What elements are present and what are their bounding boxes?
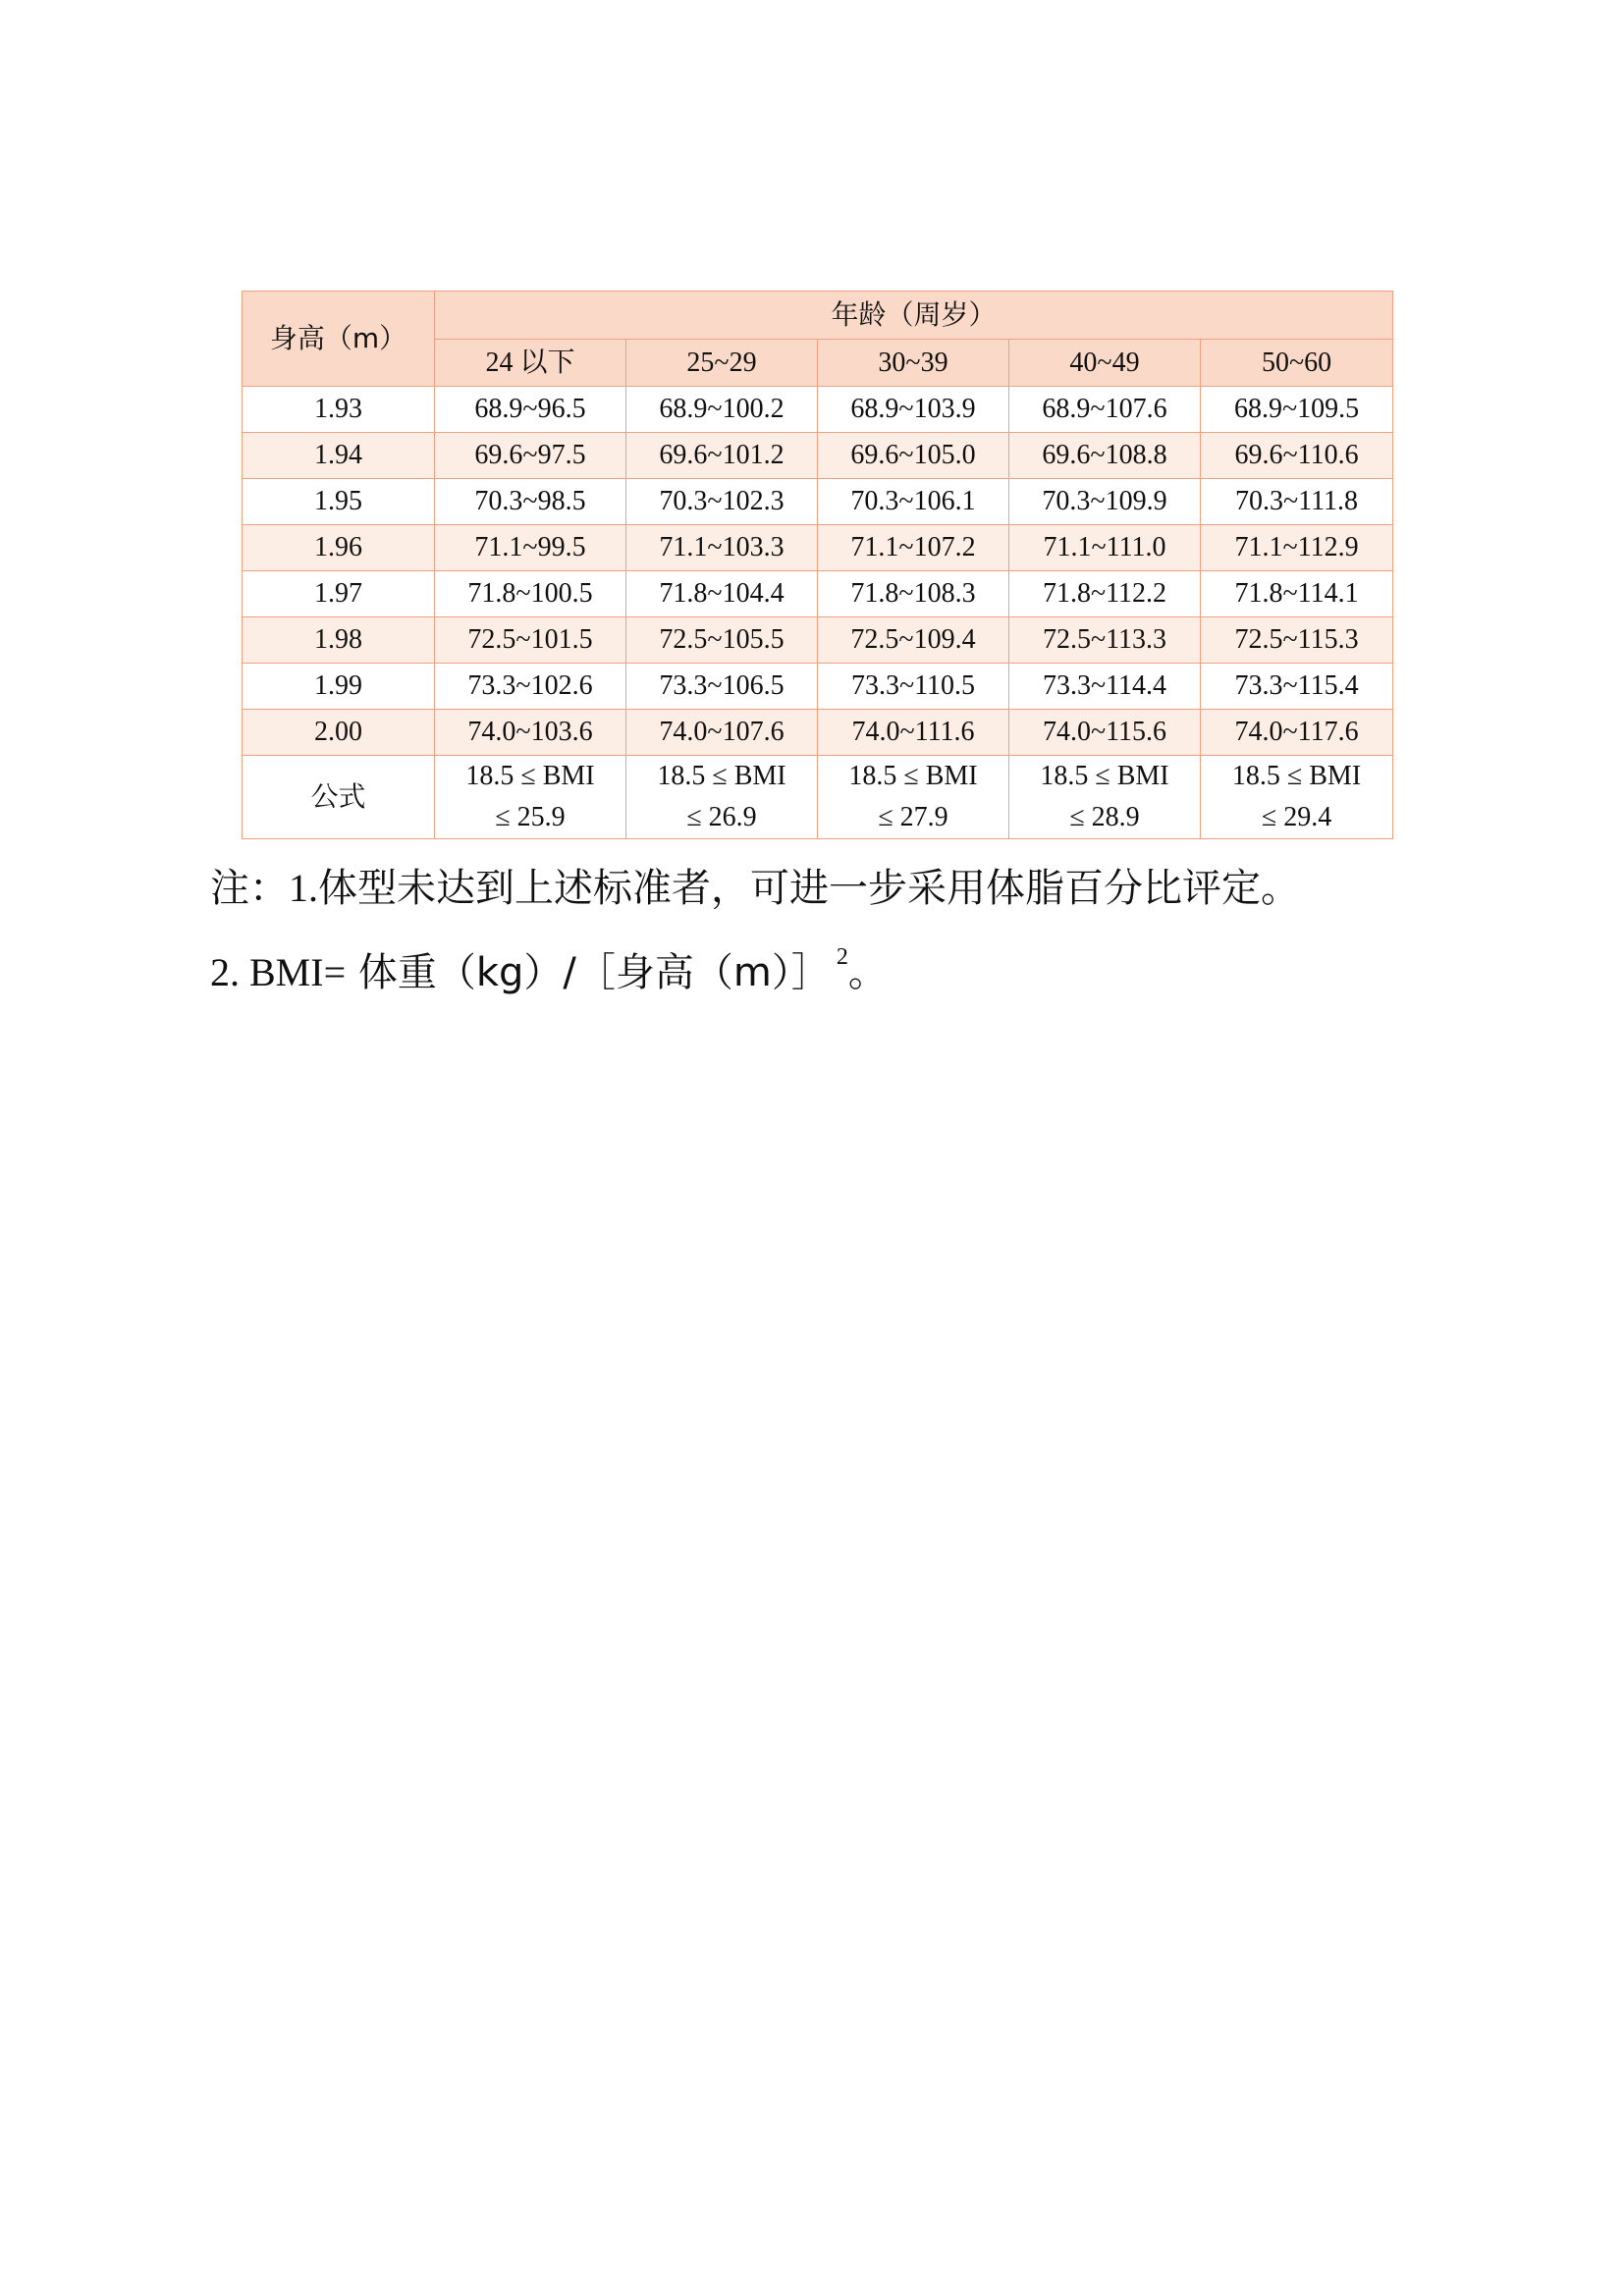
weight-range-cell: 69.6~110.6 — [1201, 433, 1393, 479]
weight-range-cell: 70.3~106.1 — [818, 479, 1009, 525]
table-row — [243, 387, 1393, 433]
bmi-standard-table — [242, 291, 1393, 839]
weight-range-cell: 73.3~106.5 — [626, 664, 818, 710]
weight-range-cell: 72.5~101.5 — [435, 617, 626, 664]
table-row — [243, 433, 1393, 479]
formula-line-2: ≤ 28.9 — [1069, 802, 1140, 832]
height-cell: 1.95 — [243, 479, 435, 525]
weight-range-cell: 73.3~114.4 — [1009, 664, 1201, 710]
weight-range-cell: 71.1~103.3 — [626, 525, 818, 571]
weight-range-cell: 72.5~113.3 — [1009, 617, 1201, 664]
weight-range-cell: 69.6~97.5 — [435, 433, 626, 479]
weight-range-cell: 70.3~98.5 — [435, 479, 626, 525]
age-group-label: 24 以下 — [435, 340, 626, 387]
notes-section — [210, 854, 1487, 1007]
weight-range-cell: 68.9~103.9 — [818, 387, 1009, 433]
formula-cell — [626, 756, 818, 839]
table-row — [243, 571, 1393, 617]
weight-range-cell: 71.8~112.2 — [1009, 571, 1201, 617]
weight-range-cell: 71.1~112.9 — [1201, 525, 1393, 571]
formula-line-2: ≤ 26.9 — [686, 802, 757, 832]
weight-range-cell: 74.0~117.6 — [1201, 710, 1393, 756]
table-row — [243, 664, 1393, 710]
weight-range-cell: 71.1~107.2 — [818, 525, 1009, 571]
weight-range-cell: 74.0~111.6 — [818, 710, 1009, 756]
height-cell: 2.00 — [243, 710, 435, 756]
formula-label: 公式 — [243, 756, 435, 839]
weight-range-cell: 70.3~102.3 — [626, 479, 818, 525]
note-2 — [210, 923, 1487, 1007]
formula-row — [243, 756, 1393, 839]
table-row — [243, 617, 1393, 664]
height-cell: 1.93 — [243, 387, 435, 433]
weight-range-cell: 72.5~109.4 — [818, 617, 1009, 664]
weight-range-cell: 71.8~104.4 — [626, 571, 818, 617]
formula-cell — [1201, 756, 1393, 839]
weight-range-cell: 71.8~108.3 — [818, 571, 1009, 617]
formula-cell — [818, 756, 1009, 839]
formula-line-1: 18.5 ≤ BMI — [1040, 761, 1169, 791]
height-cell: 1.97 — [243, 571, 435, 617]
table-row — [243, 479, 1393, 525]
table-row — [243, 525, 1393, 571]
formula-line-1: 18.5 ≤ BMI — [465, 761, 595, 791]
age-group-header: 年龄（周岁） — [435, 292, 1393, 340]
weight-range-cell: 70.3~109.9 — [1009, 479, 1201, 525]
formula-line-1: 18.5 ≤ BMI — [848, 761, 978, 791]
note-end: 。 — [847, 950, 888, 995]
age-group-label: 50~60 — [1201, 340, 1393, 387]
formula-line-2: ≤ 25.9 — [495, 802, 566, 832]
age-group-label: 25~29 — [626, 340, 818, 387]
formula-line-1: 18.5 ≤ BMI — [1231, 761, 1362, 791]
age-group-label: 30~39 — [818, 340, 1009, 387]
formula-cell — [1009, 756, 1201, 839]
weight-range-cell: 68.9~96.5 — [435, 387, 626, 433]
weight-range-cell: 69.6~108.8 — [1009, 433, 1201, 479]
weight-range-cell: 74.0~103.6 — [435, 710, 626, 756]
weight-range-cell: 71.1~111.0 — [1009, 525, 1201, 571]
bmi-formula-text: 体重（kg）/［身高（m）］ — [346, 950, 831, 995]
weight-range-cell: 73.3~115.4 — [1201, 664, 1393, 710]
weight-range-cell: 74.0~115.6 — [1009, 710, 1201, 756]
weight-range-cell: 71.8~114.1 — [1201, 571, 1393, 617]
weight-range-cell: 73.3~102.6 — [435, 664, 626, 710]
table-header-row — [243, 292, 1393, 340]
height-column-header: 身高（m） — [243, 292, 435, 387]
bmi-standard-table-container — [242, 291, 1392, 839]
weight-range-cell: 68.9~109.5 — [1201, 387, 1393, 433]
note-prefix: 注： — [210, 866, 289, 911]
note-number: 1. — [289, 866, 318, 910]
note-number: 2. BMI= — [210, 950, 347, 994]
formula-cell — [435, 756, 626, 839]
height-cell: 1.99 — [243, 664, 435, 710]
formula-line-2: ≤ 29.4 — [1261, 802, 1332, 832]
weight-range-cell: 72.5~105.5 — [626, 617, 818, 664]
height-cell: 1.96 — [243, 525, 435, 571]
age-group-label: 40~49 — [1009, 340, 1201, 387]
height-cell: 1.98 — [243, 617, 435, 664]
note-1 — [210, 854, 1487, 923]
weight-range-cell: 71.1~99.5 — [435, 525, 626, 571]
weight-range-cell: 68.9~100.2 — [626, 387, 818, 433]
table-row — [243, 710, 1393, 756]
note-text: 体型未达到上述标准者，可进一步采用体脂百分比评定。 — [318, 866, 1300, 911]
weight-range-cell: 69.6~105.0 — [818, 433, 1009, 479]
weight-range-cell: 73.3~110.5 — [818, 664, 1009, 710]
weight-range-cell: 72.5~115.3 — [1201, 617, 1393, 664]
formula-line-1: 18.5 ≤ BMI — [657, 761, 786, 791]
exponent: 2 — [836, 944, 848, 970]
weight-range-cell: 71.8~100.5 — [435, 571, 626, 617]
weight-range-cell: 70.3~111.8 — [1201, 479, 1393, 525]
formula-line-2: ≤ 27.9 — [878, 802, 948, 832]
weight-range-cell: 68.9~107.6 — [1009, 387, 1201, 433]
height-cell: 1.94 — [243, 433, 435, 479]
weight-range-cell: 69.6~101.2 — [626, 433, 818, 479]
weight-range-cell: 74.0~107.6 — [626, 710, 818, 756]
